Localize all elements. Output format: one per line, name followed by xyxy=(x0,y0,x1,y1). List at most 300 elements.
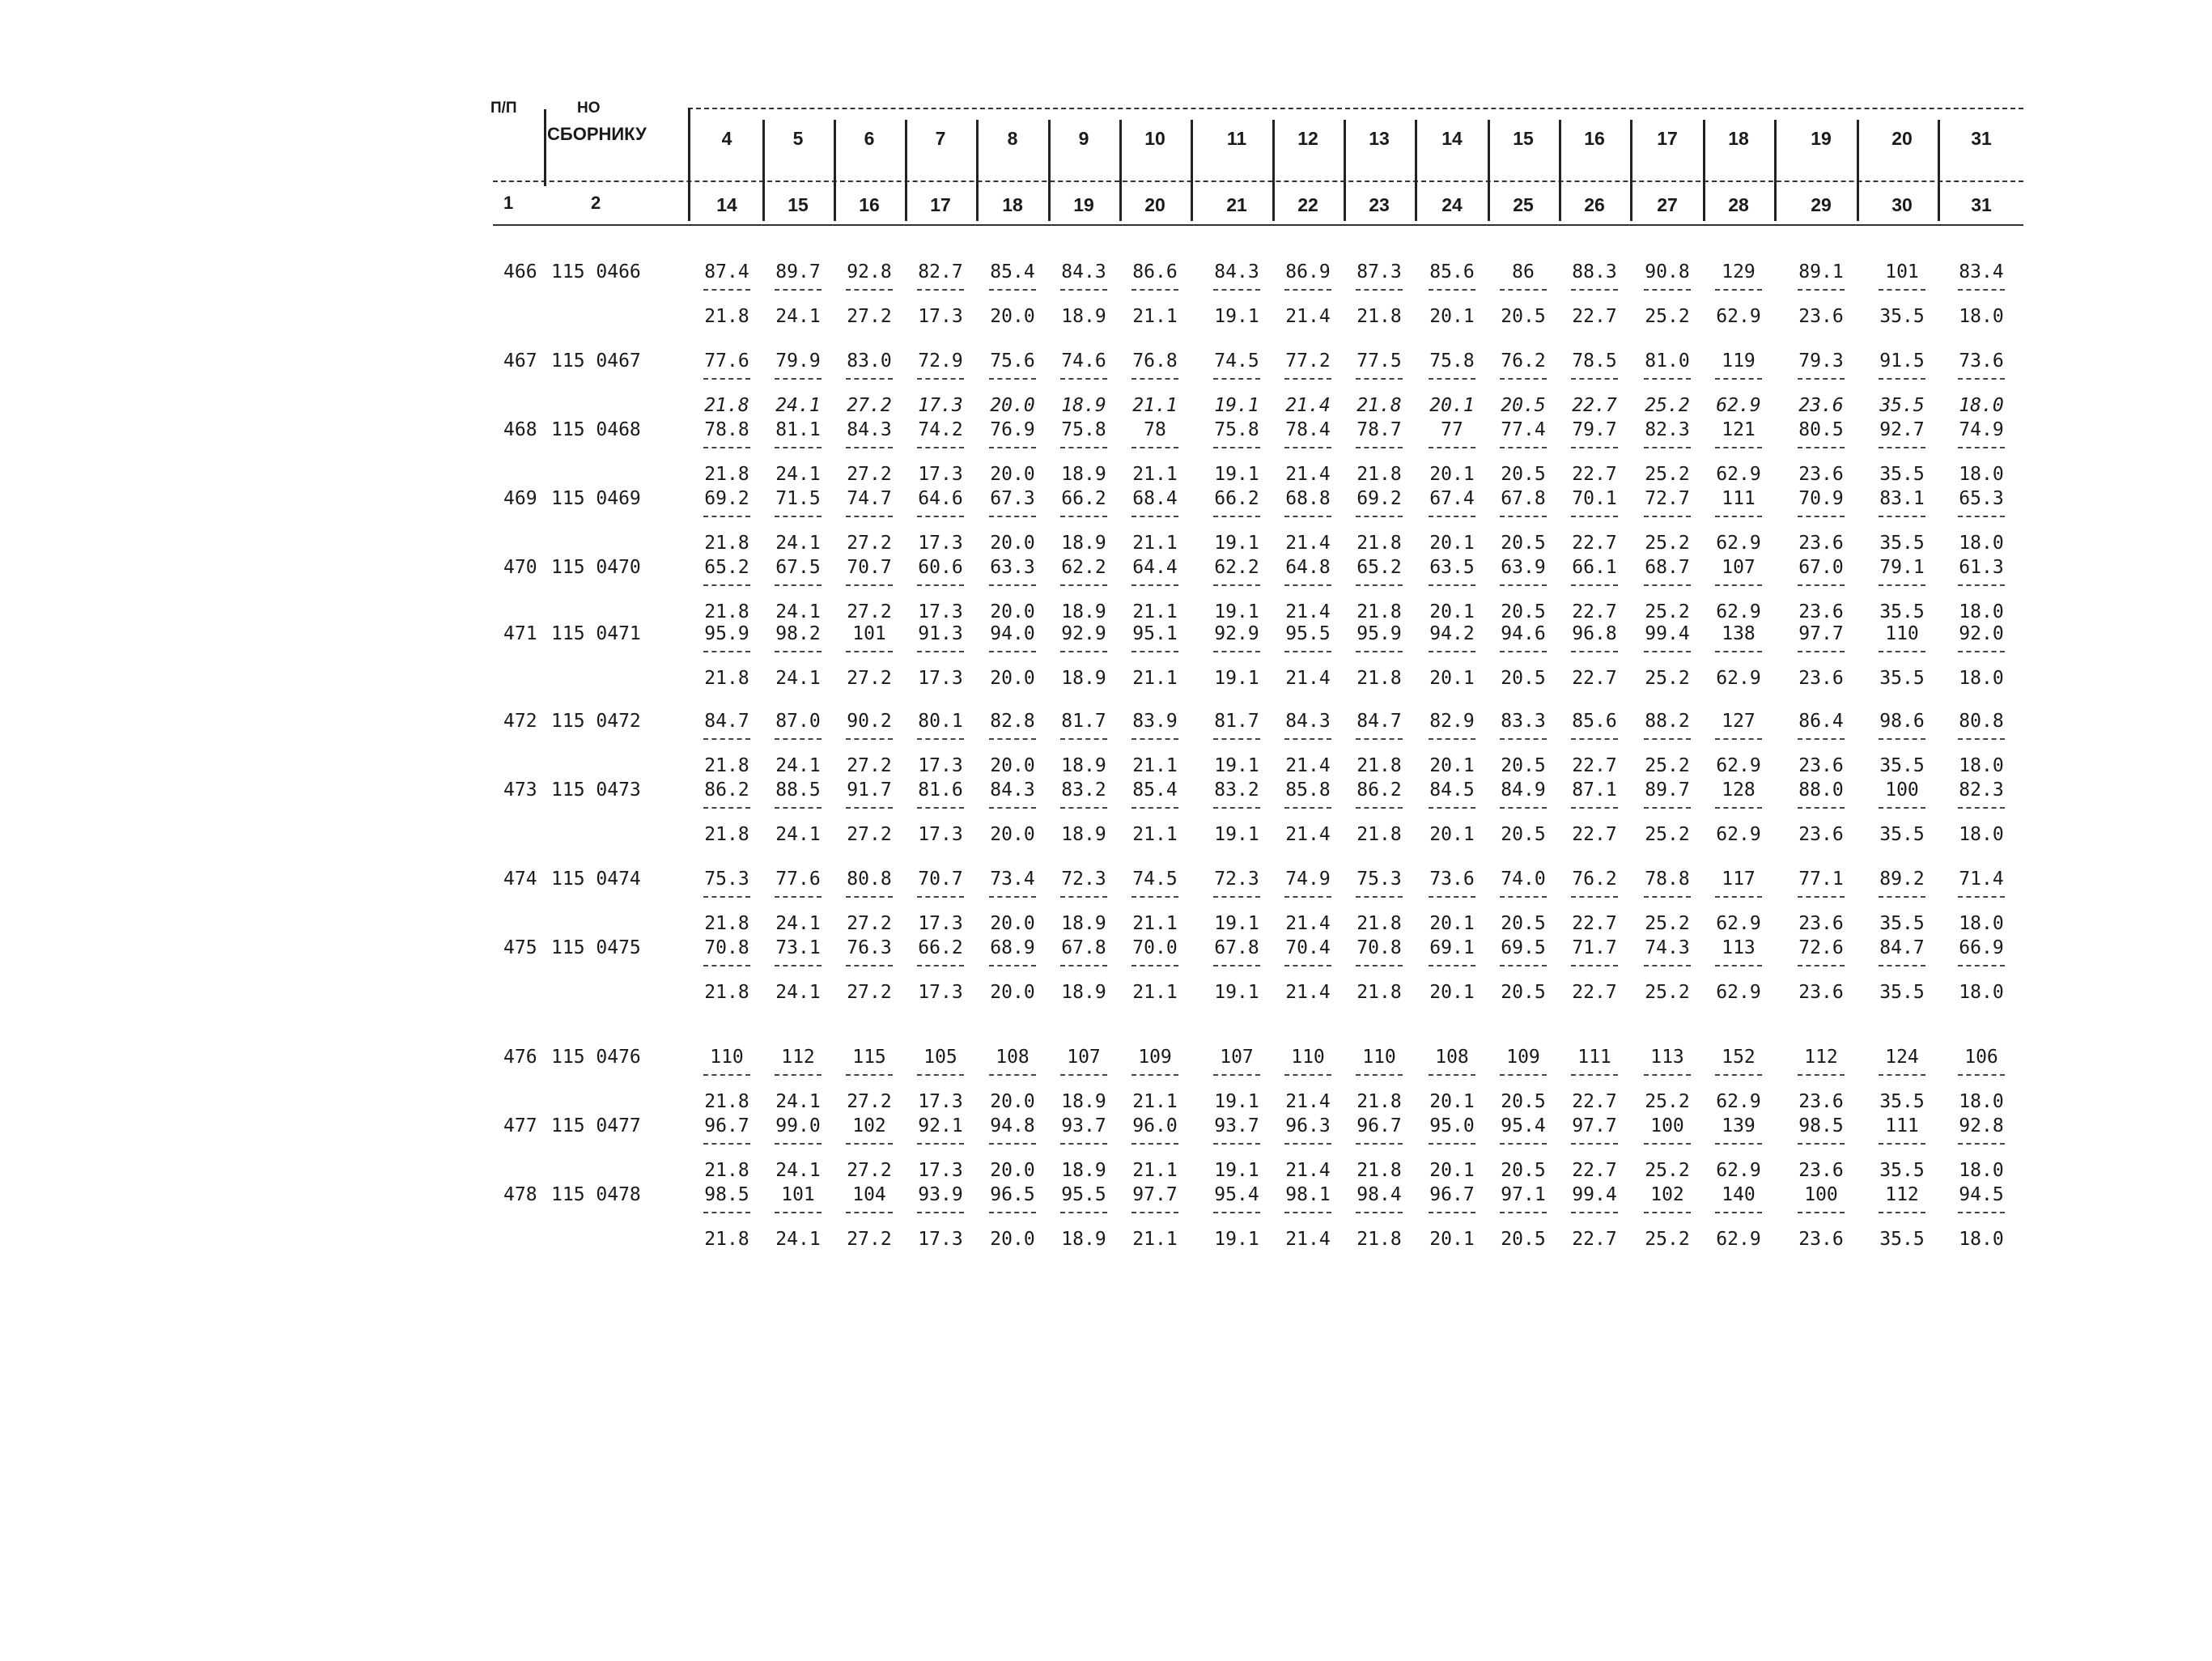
bottom-value: 62.9 xyxy=(1716,306,1761,327)
top-value: 117 xyxy=(1722,869,1756,890)
fraction-rule xyxy=(1284,584,1331,586)
fraction-rule xyxy=(917,896,964,898)
bottom-value: 24.1 xyxy=(775,982,821,1003)
bottom-value: 21.8 xyxy=(704,755,749,776)
bottom-value: 18.0 xyxy=(1959,1229,2004,1250)
fraction-rule xyxy=(1356,1074,1403,1076)
header-column-number: 8 xyxy=(1007,128,1018,149)
bottom-value: 18.0 xyxy=(1959,982,2004,1003)
top-value: 88.0 xyxy=(1798,780,1844,801)
bottom-value: 24.1 xyxy=(775,755,821,776)
bottom-value: 21.8 xyxy=(704,1091,749,1112)
top-value: 63.5 xyxy=(1429,557,1475,578)
fraction-rule xyxy=(1500,807,1547,809)
fraction-rule xyxy=(1356,738,1403,740)
top-value: 100 xyxy=(1650,1115,1684,1136)
top-value: 82.3 xyxy=(1645,419,1690,440)
top-value: 74.2 xyxy=(918,419,963,440)
top-value: 74.9 xyxy=(1285,869,1331,890)
fraction-rule xyxy=(1715,965,1762,966)
bottom-value: 25.2 xyxy=(1645,1091,1690,1112)
fraction-rule xyxy=(1131,289,1178,291)
fraction-rule xyxy=(1500,965,1547,966)
fraction-rule xyxy=(1571,807,1618,809)
bottom-value: 19.1 xyxy=(1214,982,1259,1003)
fraction-rule xyxy=(989,651,1036,652)
bottom-value: 22.7 xyxy=(1572,824,1617,845)
top-value: 110 xyxy=(1885,623,1919,644)
fraction-rule xyxy=(989,378,1036,380)
fraction-rule xyxy=(775,516,822,517)
top-value: 79.3 xyxy=(1798,350,1844,372)
fraction-rule xyxy=(1356,447,1403,448)
top-value: 101 xyxy=(1885,261,1919,282)
fraction-rule xyxy=(1644,378,1691,380)
fraction-rule xyxy=(1060,289,1107,291)
fraction-rule xyxy=(1958,1143,2005,1145)
fraction-rule xyxy=(703,1074,750,1076)
fraction-rule xyxy=(917,1143,964,1145)
top-value: 95.9 xyxy=(704,623,749,644)
bottom-value: 21.1 xyxy=(1132,824,1178,845)
top-value: 92.9 xyxy=(1214,623,1259,644)
record-number: 472 xyxy=(503,711,537,732)
bottom-value: 21.8 xyxy=(704,982,749,1003)
fraction-rule xyxy=(1715,807,1762,809)
fraction-rule xyxy=(1571,516,1618,517)
bottom-value: 20.0 xyxy=(990,306,1035,327)
top-value: 87.3 xyxy=(1356,261,1402,282)
top-value: 76.8 xyxy=(1132,350,1178,372)
top-value: 110 xyxy=(1291,1047,1325,1068)
header-separator xyxy=(1191,120,1193,221)
row-number-label: П/П xyxy=(490,100,517,117)
bottom-value: 17.3 xyxy=(918,668,963,689)
top-value: 71.4 xyxy=(1959,869,2004,890)
top-value: 92.1 xyxy=(918,1115,963,1136)
top-value: 76.2 xyxy=(1572,869,1617,890)
bottom-value: 17.3 xyxy=(918,464,963,485)
fraction-rule xyxy=(1500,738,1547,740)
fraction-rule xyxy=(1571,1212,1618,1213)
top-value: 63.9 xyxy=(1501,557,1546,578)
fraction-rule xyxy=(1571,289,1618,291)
bottom-value: 35.5 xyxy=(1879,668,1925,689)
bottom-value: 20.0 xyxy=(990,668,1035,689)
fraction-rule xyxy=(989,1143,1036,1145)
fraction-rule xyxy=(917,447,964,448)
top-value: 82.9 xyxy=(1429,711,1475,732)
top-value: 79.9 xyxy=(775,350,821,372)
bottom-value: 21.8 xyxy=(704,601,749,622)
bottom-value: 21.4 xyxy=(1285,395,1331,416)
fraction-rule xyxy=(846,584,893,586)
bottom-value: 21.1 xyxy=(1132,464,1178,485)
fraction-rule xyxy=(917,965,964,966)
bottom-value: 25.2 xyxy=(1645,395,1690,416)
index-column-number: 21 xyxy=(1226,194,1247,215)
fraction-rule xyxy=(1060,516,1107,517)
top-value: 81.6 xyxy=(918,780,963,801)
top-value: 66.2 xyxy=(918,937,963,958)
top-value: 110 xyxy=(1362,1047,1396,1068)
top-value: 94.2 xyxy=(1429,623,1475,644)
top-value: 77.1 xyxy=(1798,869,1844,890)
record-code: 115 0467 xyxy=(551,350,641,372)
bottom-value: 24.1 xyxy=(775,1229,821,1250)
bottom-value: 24.1 xyxy=(775,1091,821,1112)
fraction-rule xyxy=(846,289,893,291)
top-value: 75.3 xyxy=(1356,869,1402,890)
bottom-value: 62.9 xyxy=(1716,1091,1761,1112)
bottom-value: 21.8 xyxy=(1356,395,1402,416)
top-value: 75.3 xyxy=(704,869,749,890)
fraction-rule xyxy=(703,1143,750,1145)
fraction-rule xyxy=(846,1143,893,1145)
fraction-rule xyxy=(917,584,964,586)
top-value: 115 xyxy=(852,1047,886,1068)
top-value: 74.6 xyxy=(1061,350,1106,372)
fraction-rule xyxy=(846,378,893,380)
record-code: 115 0469 xyxy=(551,488,641,509)
bottom-value: 21.1 xyxy=(1132,668,1178,689)
record-code: 115 0474 xyxy=(551,869,641,890)
top-value: 75.8 xyxy=(1061,419,1106,440)
bottom-value: 22.7 xyxy=(1572,982,1617,1003)
header-separator xyxy=(1774,120,1777,221)
top-value: 76.9 xyxy=(990,419,1035,440)
bottom-value: 21.4 xyxy=(1285,1229,1331,1250)
top-value: 86.9 xyxy=(1285,261,1331,282)
record-code: 115 0477 xyxy=(551,1115,641,1136)
bottom-value: 27.2 xyxy=(847,982,892,1003)
top-value: 72.9 xyxy=(918,350,963,372)
bottom-value: 20.5 xyxy=(1501,1091,1546,1112)
bottom-value: 21.4 xyxy=(1285,824,1331,845)
fraction-rule xyxy=(1571,965,1618,966)
record-number: 476 xyxy=(503,1047,537,1068)
fraction-rule xyxy=(1429,584,1475,586)
bottom-value: 21.8 xyxy=(1356,1160,1402,1181)
bottom-value: 20.0 xyxy=(990,913,1035,934)
record-code: 115 0473 xyxy=(551,780,641,801)
bottom-value: 24.1 xyxy=(775,668,821,689)
fraction-rule xyxy=(775,896,822,898)
bottom-value: 21.4 xyxy=(1285,982,1331,1003)
fraction-rule xyxy=(1879,1212,1925,1213)
record-number: 466 xyxy=(503,261,537,282)
top-value: 84.9 xyxy=(1501,780,1546,801)
top-value: 138 xyxy=(1722,623,1756,644)
bottom-value: 19.1 xyxy=(1214,1229,1259,1250)
top-value: 66.1 xyxy=(1572,557,1617,578)
bottom-value: 18.9 xyxy=(1061,464,1106,485)
top-value: 66.2 xyxy=(1214,488,1259,509)
fraction-rule xyxy=(846,896,893,898)
top-value: 83.0 xyxy=(847,350,892,372)
top-value: 111 xyxy=(1885,1115,1919,1136)
bottom-value: 20.1 xyxy=(1429,464,1475,485)
top-value: 84.3 xyxy=(990,780,1035,801)
bottom-value: 20.0 xyxy=(990,395,1035,416)
top-value: 93.9 xyxy=(918,1184,963,1205)
index-column-number: 28 xyxy=(1728,194,1749,215)
index-column-number: 26 xyxy=(1584,194,1605,215)
fraction-rule xyxy=(1715,289,1762,291)
fraction-rule xyxy=(1958,289,2005,291)
bottom-value: 35.5 xyxy=(1879,601,1925,622)
top-value: 104 xyxy=(852,1184,886,1205)
fraction-rule xyxy=(1213,447,1260,448)
top-value: 96.3 xyxy=(1285,1115,1331,1136)
header-column-number: 10 xyxy=(1144,128,1165,149)
bottom-value: 17.3 xyxy=(918,1091,963,1112)
bottom-value: 17.3 xyxy=(918,913,963,934)
fraction-rule xyxy=(1958,447,2005,448)
fraction-rule xyxy=(1060,651,1107,652)
top-value: 99.4 xyxy=(1645,623,1690,644)
header-separator xyxy=(1857,120,1859,221)
top-value: 94.0 xyxy=(990,623,1035,644)
fraction-rule xyxy=(1571,651,1618,652)
bottom-value: 62.9 xyxy=(1716,982,1761,1003)
fraction-rule xyxy=(703,651,750,652)
fraction-rule xyxy=(1060,378,1107,380)
top-value: 75.6 xyxy=(990,350,1035,372)
fraction-rule xyxy=(1060,584,1107,586)
fraction-rule xyxy=(1213,651,1260,652)
fraction-rule xyxy=(846,965,893,966)
bottom-value: 25.2 xyxy=(1645,668,1690,689)
fraction-rule xyxy=(1644,738,1691,740)
top-value: 101 xyxy=(852,623,886,644)
top-value: 112 xyxy=(1885,1184,1919,1205)
fraction-rule xyxy=(1798,289,1845,291)
top-value: 111 xyxy=(1722,488,1756,509)
fraction-rule xyxy=(1715,1212,1762,1213)
fraction-rule xyxy=(775,584,822,586)
top-value: 72.3 xyxy=(1061,869,1106,890)
bottom-value: 20.1 xyxy=(1429,1160,1475,1181)
header-column-number: 18 xyxy=(1728,128,1749,149)
bottom-value: 62.9 xyxy=(1716,824,1761,845)
fraction-rule xyxy=(1798,1212,1845,1213)
fraction-rule xyxy=(1131,651,1178,652)
fraction-rule xyxy=(703,516,750,517)
bottom-value: 20.0 xyxy=(990,464,1035,485)
fraction-rule xyxy=(989,289,1036,291)
bottom-value: 21.8 xyxy=(704,306,749,327)
top-value: 66.2 xyxy=(1061,488,1106,509)
bottom-value: 21.4 xyxy=(1285,1160,1331,1181)
top-value: 113 xyxy=(1722,937,1756,958)
bottom-value: 18.0 xyxy=(1959,824,2004,845)
bottom-value: 25.2 xyxy=(1645,601,1690,622)
fraction-rule xyxy=(1715,447,1762,448)
top-value: 78.5 xyxy=(1572,350,1617,372)
fraction-rule xyxy=(1131,584,1178,586)
top-value: 100 xyxy=(1804,1184,1838,1205)
bottom-value: 24.1 xyxy=(775,533,821,554)
top-value: 61.3 xyxy=(1959,557,2004,578)
fraction-rule xyxy=(846,447,893,448)
bottom-value: 22.7 xyxy=(1572,464,1617,485)
top-value: 98.1 xyxy=(1285,1184,1331,1205)
bottom-value: 17.3 xyxy=(918,982,963,1003)
bottom-value: 25.2 xyxy=(1645,306,1690,327)
header-top-rule xyxy=(688,108,2023,109)
bottom-value: 35.5 xyxy=(1879,306,1925,327)
record-number: 468 xyxy=(503,419,537,440)
fraction-rule xyxy=(989,584,1036,586)
top-value: 60.6 xyxy=(918,557,963,578)
record-code: 115 0466 xyxy=(551,261,641,282)
bottom-value: 21.1 xyxy=(1132,982,1178,1003)
header-column-number: 5 xyxy=(792,128,804,149)
fraction-rule xyxy=(1715,1143,1762,1145)
top-value: 84.7 xyxy=(1879,937,1925,958)
bottom-value: 18.9 xyxy=(1061,668,1106,689)
fraction-rule xyxy=(1879,965,1925,966)
bottom-value: 62.9 xyxy=(1716,533,1761,554)
top-value: 78.8 xyxy=(704,419,749,440)
top-value: 81.0 xyxy=(1645,350,1690,372)
fraction-rule xyxy=(1571,738,1618,740)
fraction-rule xyxy=(1060,1143,1107,1145)
bottom-value: 19.1 xyxy=(1214,306,1259,327)
bottom-value: 17.3 xyxy=(918,601,963,622)
header-column-number: 4 xyxy=(721,128,732,149)
fraction-rule xyxy=(775,807,822,809)
bottom-value: 18.9 xyxy=(1061,306,1106,327)
index-column-number: 25 xyxy=(1513,194,1534,215)
fraction-rule xyxy=(1571,378,1618,380)
top-value: 108 xyxy=(1435,1047,1469,1068)
record-number: 474 xyxy=(503,869,537,890)
fraction-rule xyxy=(1060,896,1107,898)
top-value: 76.2 xyxy=(1501,350,1546,372)
bottom-value: 20.1 xyxy=(1429,533,1475,554)
fraction-rule xyxy=(1429,738,1475,740)
bottom-value: 20.5 xyxy=(1501,755,1546,776)
bottom-value: 27.2 xyxy=(847,913,892,934)
top-value: 74.3 xyxy=(1645,937,1690,958)
bottom-value: 21.8 xyxy=(704,1229,749,1250)
fraction-rule xyxy=(1879,807,1925,809)
fraction-rule xyxy=(1958,738,2005,740)
fraction-rule xyxy=(846,516,893,517)
bottom-value: 25.2 xyxy=(1645,824,1690,845)
fraction-rule xyxy=(1356,965,1403,966)
bottom-value: 62.9 xyxy=(1716,913,1761,934)
fraction-rule xyxy=(1644,584,1691,586)
fraction-rule xyxy=(1060,447,1107,448)
bottom-value: 22.7 xyxy=(1572,1160,1617,1181)
bottom-value: 20.1 xyxy=(1429,668,1475,689)
top-value: 111 xyxy=(1577,1047,1611,1068)
bottom-value: 23.6 xyxy=(1798,824,1844,845)
fraction-rule xyxy=(1798,896,1845,898)
top-value: 99.4 xyxy=(1572,1184,1617,1205)
bottom-value: 25.2 xyxy=(1645,533,1690,554)
fraction-rule xyxy=(1131,447,1178,448)
bottom-value: 27.2 xyxy=(847,1160,892,1181)
top-value: 78.7 xyxy=(1356,419,1402,440)
top-value: 70.8 xyxy=(1356,937,1402,958)
top-value: 73.6 xyxy=(1959,350,2004,372)
bottom-value: 21.8 xyxy=(1356,464,1402,485)
top-value: 65.2 xyxy=(704,557,749,578)
top-value: 75.8 xyxy=(1214,419,1259,440)
fraction-rule xyxy=(703,378,750,380)
fraction-rule xyxy=(703,965,750,966)
top-value: 90.8 xyxy=(1645,261,1690,282)
bottom-value: 25.2 xyxy=(1645,464,1690,485)
top-value: 78.8 xyxy=(1645,869,1690,890)
top-value: 91.7 xyxy=(847,780,892,801)
top-value: 77.6 xyxy=(704,350,749,372)
bottom-value: 20.5 xyxy=(1501,1160,1546,1181)
bottom-value: 18.0 xyxy=(1959,1091,2004,1112)
fraction-rule xyxy=(1131,1074,1178,1076)
top-value: 86 xyxy=(1512,261,1535,282)
bottom-value: 22.7 xyxy=(1572,306,1617,327)
fraction-rule xyxy=(1644,1074,1691,1076)
bottom-value: 21.8 xyxy=(1356,755,1402,776)
fraction-rule xyxy=(1798,807,1845,809)
top-value: 94.5 xyxy=(1959,1184,2004,1205)
top-value: 74.0 xyxy=(1501,869,1546,890)
bottom-value: 23.6 xyxy=(1798,533,1844,554)
top-value: 67.0 xyxy=(1798,557,1844,578)
fraction-rule xyxy=(1429,289,1475,291)
top-value: 97.7 xyxy=(1132,1184,1178,1205)
fraction-rule xyxy=(1213,807,1260,809)
fraction-rule xyxy=(1356,516,1403,517)
bottom-value: 35.5 xyxy=(1879,982,1925,1003)
bottom-value: 20.1 xyxy=(1429,824,1475,845)
fraction-rule xyxy=(1213,584,1260,586)
fraction-rule xyxy=(1644,807,1691,809)
bottom-value: 27.2 xyxy=(847,1091,892,1112)
fraction-rule xyxy=(846,807,893,809)
fraction-rule xyxy=(1131,896,1178,898)
top-value: 84.3 xyxy=(1061,261,1106,282)
bottom-value: 62.9 xyxy=(1716,668,1761,689)
bottom-value: 18.9 xyxy=(1061,1091,1106,1112)
top-value: 96.7 xyxy=(704,1115,749,1136)
fraction-rule xyxy=(989,896,1036,898)
fraction-rule xyxy=(917,378,964,380)
bottom-value: 22.7 xyxy=(1572,395,1617,416)
bottom-value: 17.3 xyxy=(918,824,963,845)
bottom-value: 21.8 xyxy=(1356,533,1402,554)
fraction-rule xyxy=(1429,378,1475,380)
bottom-value: 20.1 xyxy=(1429,601,1475,622)
top-value: 89.2 xyxy=(1879,869,1925,890)
index-column-number: 20 xyxy=(1144,194,1165,215)
top-value: 81.1 xyxy=(775,419,821,440)
top-value: 98.6 xyxy=(1879,711,1925,732)
top-value: 96.8 xyxy=(1572,623,1617,644)
top-value: 79.7 xyxy=(1572,419,1617,440)
header-mid-rule xyxy=(493,181,2023,182)
fraction-rule xyxy=(775,651,822,652)
fraction-rule xyxy=(1213,1074,1260,1076)
index-column-number: 30 xyxy=(1891,194,1913,215)
fraction-rule xyxy=(1060,807,1107,809)
fraction-rule xyxy=(1060,1074,1107,1076)
